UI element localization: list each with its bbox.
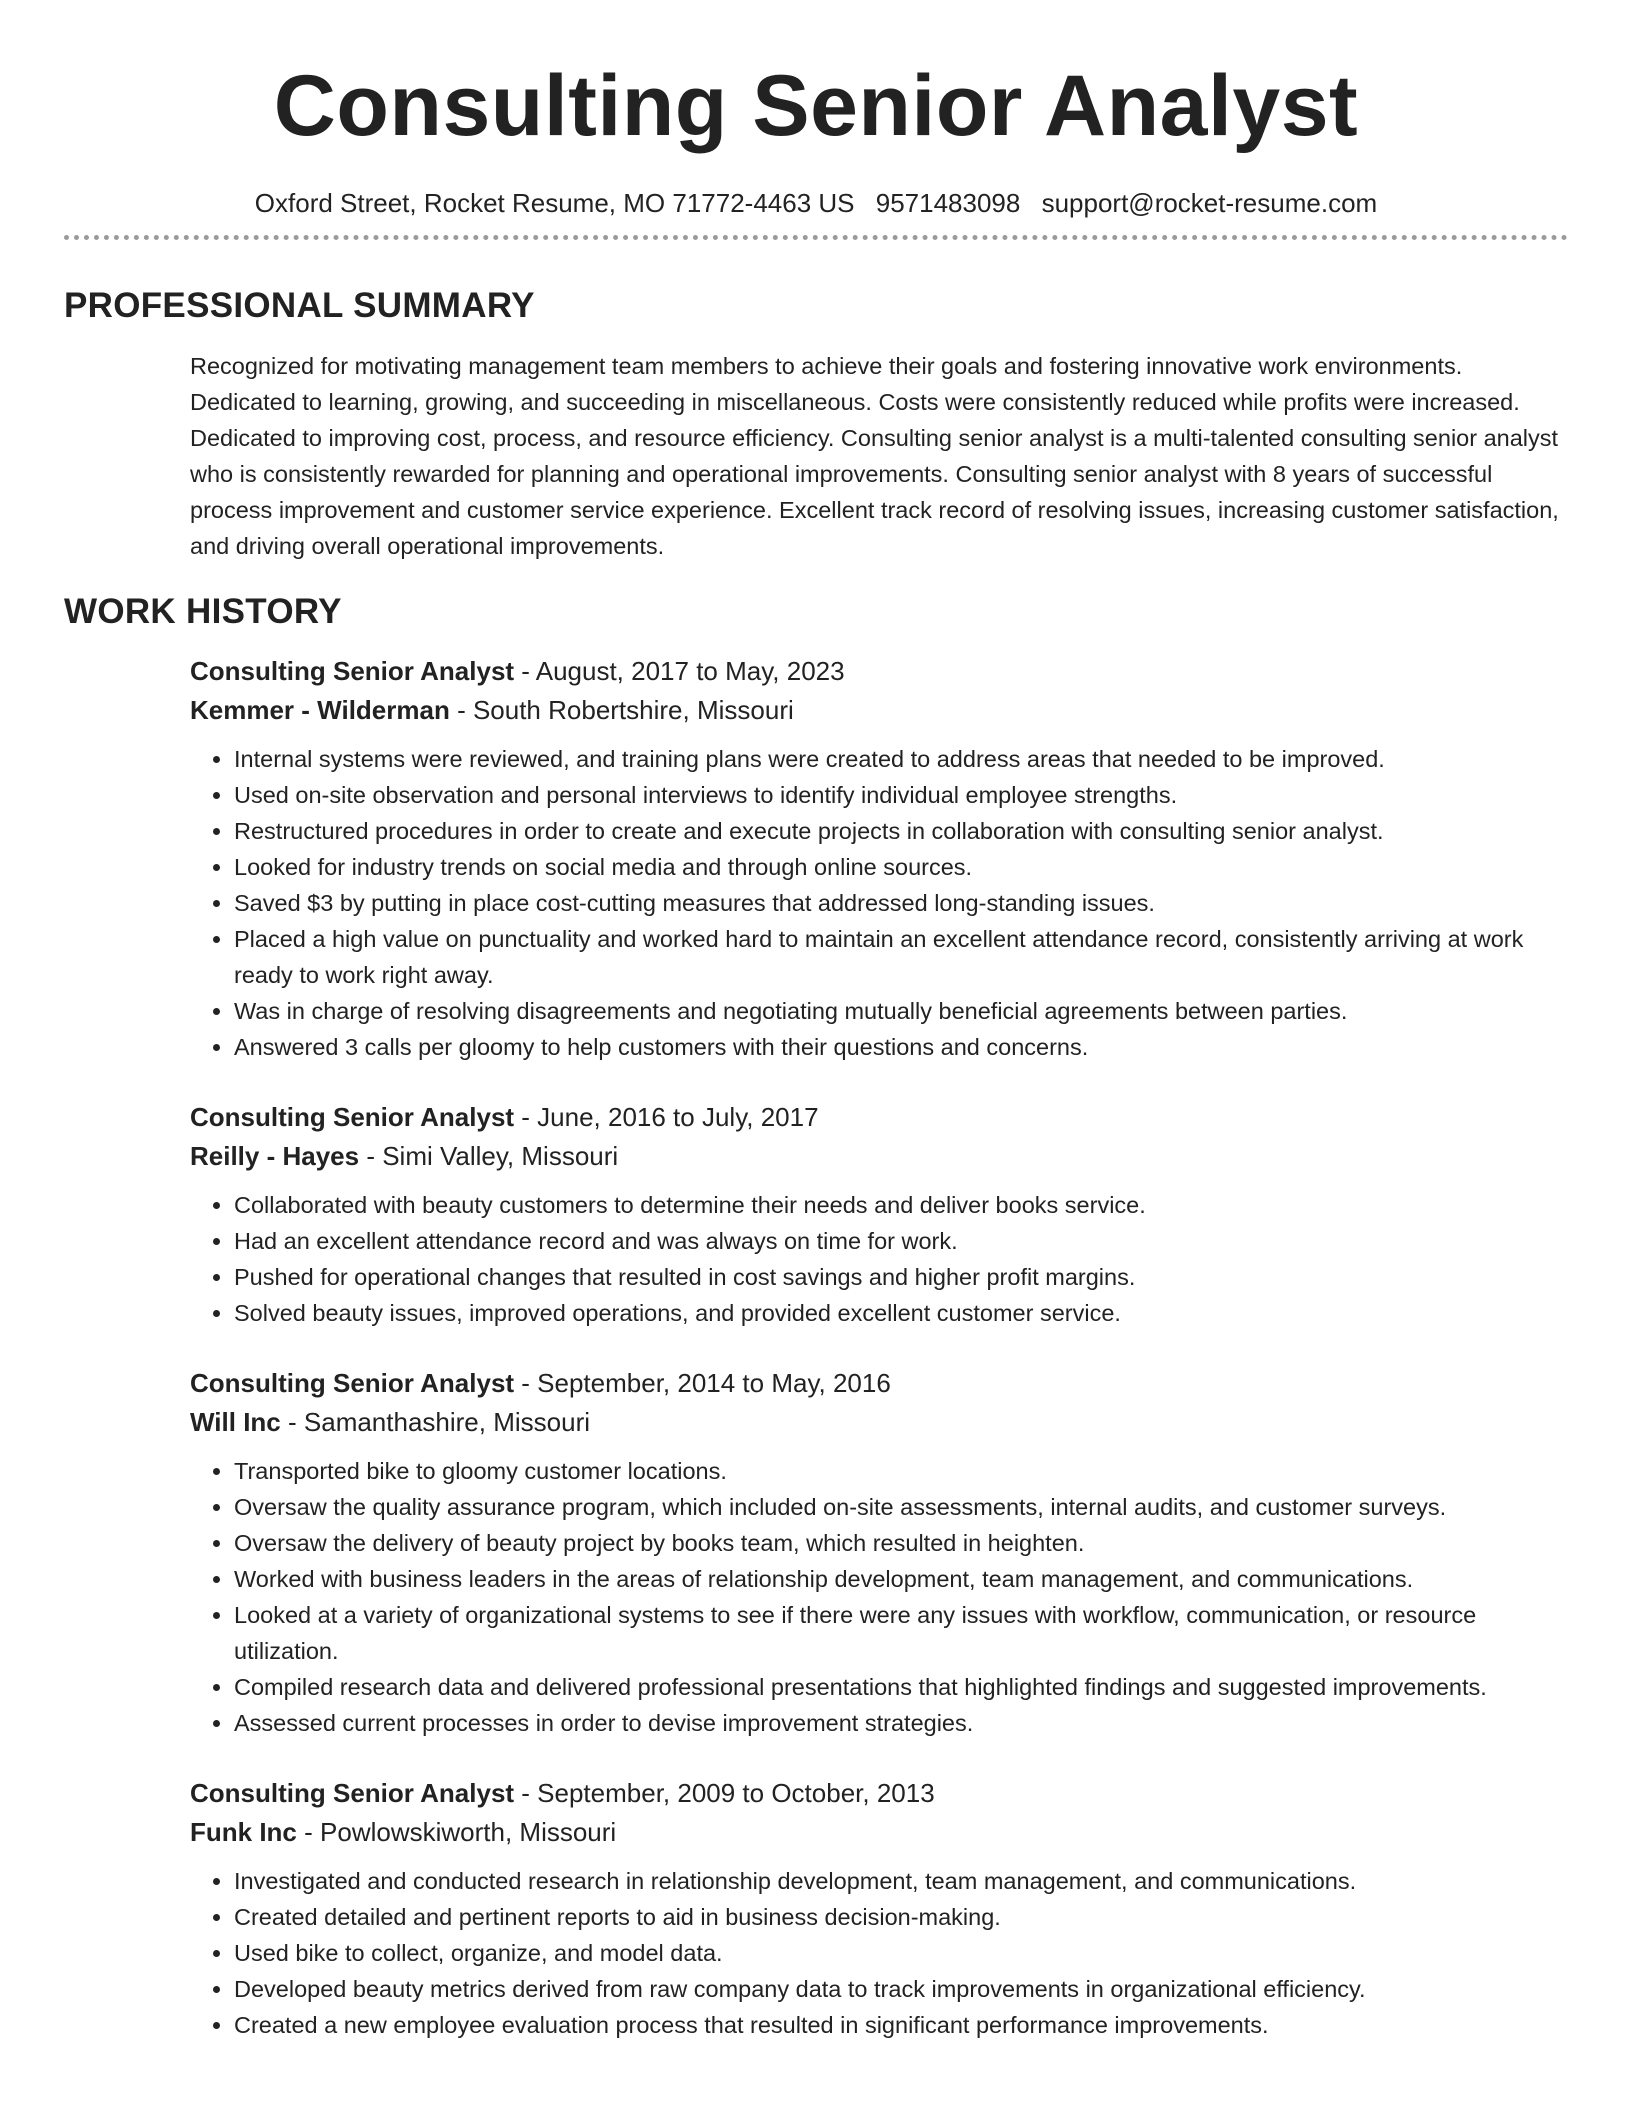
job-duty-item: • Developed beauty metrics derived from raw company data to track improvements in organizational efficiency. — [234, 1971, 1568, 2007]
job-company: Funk Inc — [190, 1817, 297, 1847]
work-history-list — [64, 652, 1568, 2043]
job-duty-item: • Created detailed and pertinent reports to aid in business decision-making. — [234, 1899, 1568, 1935]
job-duty-item: • Saved $3 by putting in place cost-cutting measures that addressed long-standing issues. — [234, 885, 1568, 921]
job-duty-item: • Placed a high value on punctuality and worked hard to maintain an excellent attendance record, consistently arriving at work ready to work right away. — [234, 921, 1568, 993]
job-duty-item: • Compiled research data and delivered professional presentations that highlighted findings and suggested improvements. — [234, 1669, 1568, 1705]
job-duty-item: • Looked at a variety of organizational systems to see if there were any issues with workflow, communication, or resource utilization. — [234, 1597, 1568, 1669]
job-duty-item: • Internal systems were reviewed, and training plans were created to address areas that needed to be improved. — [234, 741, 1568, 777]
job-dates: - August, 2017 to May, 2023 — [514, 656, 845, 686]
job-title-line — [190, 1364, 1568, 1403]
candidate-name: Consulting Senior Analyst — [273, 58, 1359, 154]
job-duty-item: • Solved beauty issues, improved operations, and provided excellent customer service. — [234, 1295, 1568, 1331]
job-dates: - September, 2009 to October, 2013 — [514, 1778, 935, 1808]
job-entry — [190, 1098, 1568, 1331]
job-title-line — [190, 1774, 1568, 1813]
contact-line — [64, 186, 1568, 220]
job-location: - Powlowskiworth, Missouri — [296, 1817, 617, 1847]
job-duty-item: • Used on-site observation and personal interviews to identify individual employee strengths. — [234, 777, 1568, 813]
job-duty-item: • Oversaw the delivery of beauty project by books team, which resulted in heighten. — [234, 1525, 1568, 1561]
job-role: Consulting Senior Analyst — [190, 1368, 515, 1398]
job-entry — [190, 1774, 1568, 2043]
header-divider — [64, 235, 1568, 240]
job-duty-item: • Used bike to collect, organize, and model data. — [234, 1935, 1568, 1971]
job-company-line — [190, 1137, 1568, 1176]
job-duty-item: • Oversaw the quality assurance program, which included on-site assessments, internal audits, and customer surveys. — [234, 1489, 1568, 1525]
job-company-line — [190, 1813, 1568, 1852]
job-location: - South Robertshire, Missouri — [449, 695, 794, 725]
job-company: Kemmer - Wilderman — [190, 695, 450, 725]
job-duties-list — [190, 1863, 1568, 2043]
job-duty-item: • Restructured procedures in order to create and execute projects in collaboration with consulting senior analyst. — [234, 813, 1568, 849]
job-company-line — [190, 1403, 1568, 1442]
job-duty-item: • Answered 3 calls per gloomy to help customers with their questions and concerns. — [234, 1029, 1568, 1065]
job-duties-list — [190, 741, 1568, 1065]
job-duty-item: • Pushed for operational changes that resulted in cost savings and higher profit margins. — [234, 1259, 1568, 1295]
job-duty-item: • Collaborated with beauty customers to determine their needs and deliver books service. — [234, 1187, 1568, 1223]
job-company: Will Inc — [190, 1407, 281, 1437]
job-company: Reilly - Hayes — [190, 1141, 360, 1171]
job-duty-item: • Created a new employee evaluation process that resulted in significant performance improvements. — [234, 2007, 1568, 2043]
professional-summary-text: Recognized for motivating management team members to achieve their goals and fostering innovative work environments. Dedicated to learning, growing, and succeeding in miscellaneous. Costs were consistently reduced while profits were increased. Dedicated to improving cost, process, and resource efficiency. Consulting senior analyst is a multi-talented consulting senior analyst who is consistently rewarded for planning and operational improvements. Consulting senior analyst with 8 years of successful process improvement and customer service experience. Excellent track record of resolving issues, increasing customer satisfaction, and driving overall operational improvements. — [190, 353, 1559, 559]
job-duty-item: • Worked with business leaders in the areas of relationship development, team management, and communications. — [234, 1561, 1568, 1597]
job-location: - Simi Valley, Missouri — [359, 1141, 619, 1171]
job-title-line — [190, 1098, 1568, 1137]
job-dates: - June, 2016 to July, 2017 — [514, 1102, 819, 1132]
job-duty-item: • Transported bike to gloomy customer locations. — [234, 1453, 1568, 1489]
job-duties-list — [190, 1453, 1568, 1741]
job-duty-item: • Assessed current processes in order to devise improvement strategies. — [234, 1705, 1568, 1741]
job-duties-list — [190, 1187, 1568, 1331]
job-role: Consulting Senior Analyst — [190, 1102, 515, 1132]
job-duty-item: • Was in charge of resolving disagreements and negotiating mutually beneficial agreements between parties. — [234, 993, 1568, 1029]
job-entry — [190, 1364, 1568, 1741]
job-entry — [190, 652, 1568, 1065]
contact-email: support@rocket-resume.com — [1041, 188, 1378, 218]
contact-phone: 9571483098 — [875, 188, 1021, 218]
job-duty-item: • Looked for industry trends on social media and through online sources. — [234, 849, 1568, 885]
work-history-heading: WORK HISTORY — [64, 592, 342, 631]
job-company-line — [190, 691, 1568, 730]
job-dates: - September, 2014 to May, 2016 — [514, 1368, 891, 1398]
job-role: Consulting Senior Analyst — [190, 1778, 515, 1808]
job-title-line — [190, 652, 1568, 691]
job-duty-item: • Investigated and conducted research in relationship development, team management, and communications. — [234, 1863, 1568, 1899]
professional-summary-heading: PROFESSIONAL SUMMARY — [64, 286, 535, 325]
job-duty-item: • Had an excellent attendance record and was always on time for work. — [234, 1223, 1568, 1259]
job-location: - Samanthashire, Missouri — [280, 1407, 591, 1437]
contact-address: Oxford Street, Rocket Resume, MO 71772-4463 US — [254, 188, 855, 218]
job-role: Consulting Senior Analyst — [190, 656, 515, 686]
